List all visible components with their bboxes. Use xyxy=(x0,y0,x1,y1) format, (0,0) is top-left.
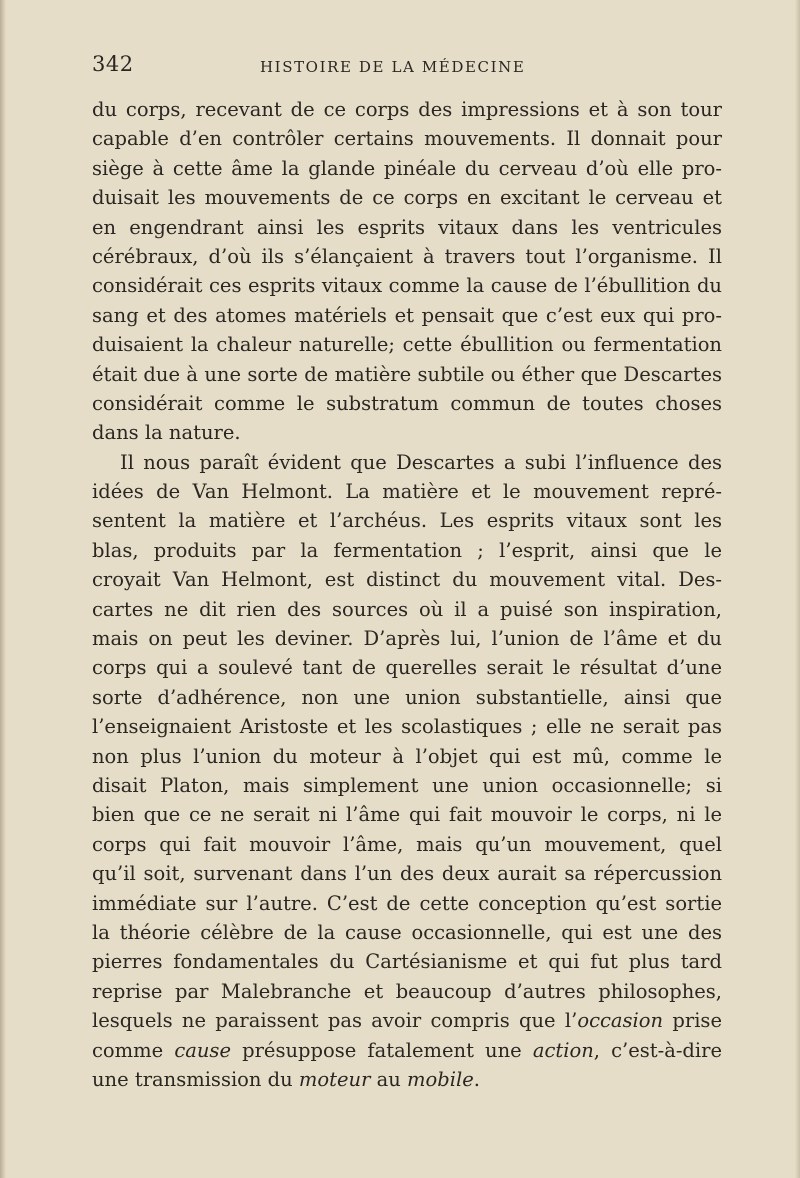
italic-word: moteur xyxy=(298,1067,371,1091)
text-line: dans la nature. xyxy=(92,421,241,445)
text-line: qu’il soit, survenant dans l’un des deux aurait sa répercussion xyxy=(92,862,722,886)
text-segment: au xyxy=(370,1067,408,1091)
text-line xyxy=(92,1065,722,1094)
body-text xyxy=(92,95,722,1094)
text-line: corps qui a soulevé tant de querelles serait le résultat d’une xyxy=(92,656,722,680)
text-line: sorte d’adhérence, non une union substantielle, ainsi que xyxy=(92,685,722,709)
italic-word: action xyxy=(532,1038,594,1062)
italic-word: mobile xyxy=(407,1067,474,1091)
text-line: considérait comme le substratum commun de toutes choses xyxy=(92,391,722,415)
text-line: duisait les mouvements de ce corps en excitant le cerveau et xyxy=(92,186,722,210)
text-line: l’enseignaient Aristoste et les scolastiques ; elle ne serait pas xyxy=(92,715,722,739)
text-line: immédiate sur l’autre. C’est de cette conception qu’est sortie xyxy=(92,891,722,915)
text-line: Il nous paraît évident que Descartes a subi l’influence des xyxy=(120,450,722,474)
text-line: blas, produits par la fermentation ; l’esprit, ainsi que le xyxy=(92,538,722,562)
text-line xyxy=(92,1006,722,1035)
text-line: considérait ces esprits vitaux comme la cause de l’ébullition du xyxy=(92,274,722,298)
text-line: corps qui fait mouvoir l’âme, mais qu’un mouvement, quel xyxy=(92,832,722,856)
text-line: bien que ce ne serait ni l’âme qui fait mouvoir le corps, ni le xyxy=(92,803,722,827)
running-head: HISTOIRE DE LA MÉDECINE xyxy=(260,58,526,76)
text-segment: lesquels ne paraissent pas avoir compris que l’ xyxy=(92,1009,578,1033)
text-line: pierres fondamentales du Cartésianisme et qui fut plus tard xyxy=(92,950,722,974)
text-line: siège à cette âme la glande pinéale du cerveau d’où elle pro- xyxy=(92,156,722,180)
italic-word: occasion xyxy=(577,1009,664,1033)
text-line: croyait Van Helmont, est distinct du mouvement vital. Des- xyxy=(92,568,722,592)
text-line: duisaient la chaleur naturelle; cette ébullition ou fermentation xyxy=(92,333,722,357)
page-edge-right xyxy=(795,0,800,1178)
text-line: idées de Van Helmont. La matière et le mouvement repré- xyxy=(92,480,722,504)
text-line: capable d’en contrôler certains mouvements. Il donnait pour xyxy=(92,127,722,151)
page-number: 342 xyxy=(92,52,134,76)
text-segment: . xyxy=(473,1067,480,1091)
text-line: était due à une sorte de matière subtile ou éther que Descartes xyxy=(92,362,722,386)
text-line: non plus l’union du moteur à l’objet qui est mû, comme le xyxy=(92,744,722,768)
text-segment: une transmission du xyxy=(92,1067,299,1091)
text-line: disait Platon, mais simplement une union occasionnelle; si xyxy=(92,773,722,797)
italic-word: cause xyxy=(174,1038,231,1062)
text-line: sentent la matière et l’archéus. Les esprits vitaux sont les xyxy=(92,509,722,533)
text-line: du corps, recevant de ce corps des impressions et à son tour xyxy=(92,98,722,121)
text-segment: prise xyxy=(663,1009,722,1033)
text-line: la théorie célèbre de la cause occasionnelle, qui est une des xyxy=(92,920,722,944)
page-edge-left xyxy=(0,0,6,1178)
text-line: en engendrant ainsi les esprits vitaux dans les ventricules xyxy=(92,215,722,239)
text-line xyxy=(92,1036,722,1065)
text-line: sang et des atomes matériels et pensait que c’est eux qui pro- xyxy=(92,303,722,327)
text-segment: présuppose fatalement une xyxy=(230,1038,533,1062)
text-segment: comme xyxy=(92,1038,175,1062)
text-line: cérébraux, d’où ils s’élançaient à travers tout l’organisme. Il xyxy=(92,244,722,268)
text-segment: , c’est-à-dire xyxy=(593,1038,723,1062)
text-line: reprise par Malebranche et beaucoup d’autres philosophes, xyxy=(92,979,722,1003)
text-line: mais on peut les deviner. D’après lui, l’union de l’âme et du xyxy=(92,627,722,651)
text-line: cartes ne dit rien des sources où il a puisé son inspiration, xyxy=(92,597,722,621)
page-header xyxy=(92,52,722,84)
